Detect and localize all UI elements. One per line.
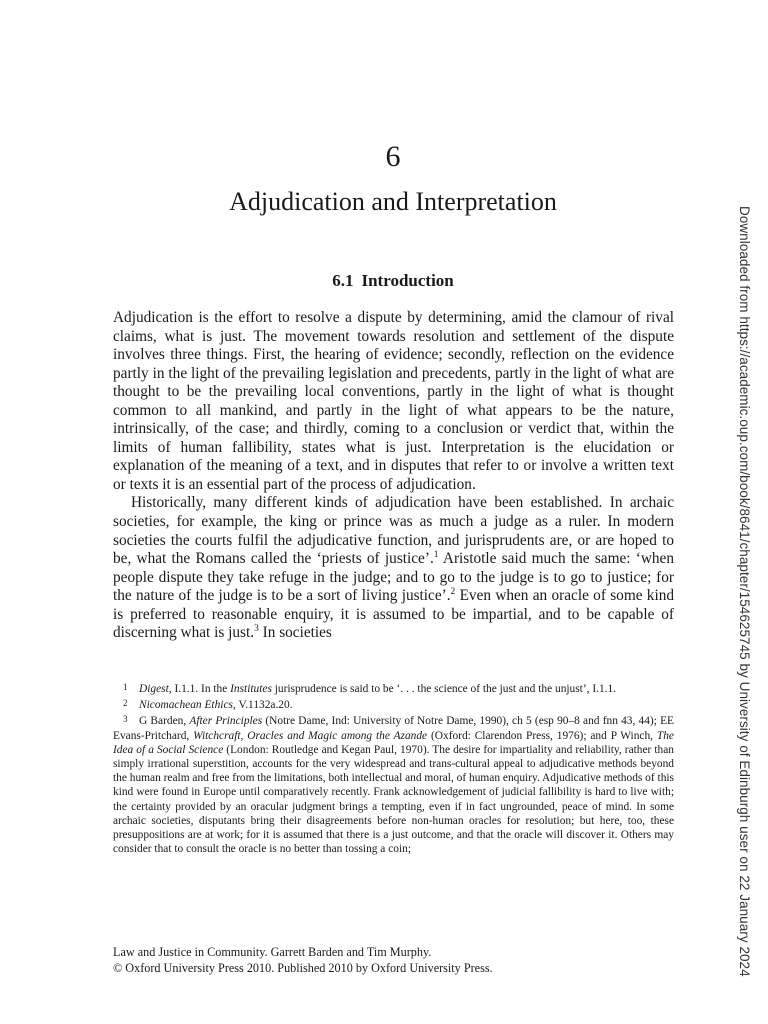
footnote-3 [113, 712, 674, 856]
download-watermark [736, 206, 752, 977]
footnote-3-text-c: (Oxford: Clarendon Press, 1976); and P Winch, [427, 729, 657, 742]
section-heading [0, 270, 768, 292]
footnote-3-italic-social-science: The Idea of a Social Science [113, 729, 674, 756]
copyright-line-1: Law and Justice in Community. Garrett Barden and Tim Murphy. [113, 945, 432, 959]
footnotes [113, 680, 674, 856]
footnote-2-text: , V.1132a.20. [232, 699, 293, 712]
chapter-title: Adjudication and Interpretation [229, 187, 557, 216]
footnote-1 [113, 680, 674, 696]
footnote-1-text-a: , I.1.1. In the [168, 683, 231, 695]
footnote-3-text-a: G Barden, [139, 715, 190, 728]
watermark-text: Downloaded from https://academic.oup.com/book/8641/chapter/154625745 by University of Edinburgh user on 22 January 2024 [737, 206, 752, 977]
chapter-number: 6 [385, 140, 401, 173]
footnote-ref-1[interactable]: 1 [433, 550, 439, 561]
footnote-ref-3[interactable]: 3 [254, 624, 259, 635]
body-text [113, 309, 674, 643]
footnote-1-number: 1 [123, 682, 128, 692]
footnote-3-number: 3 [123, 714, 128, 725]
footnote-2-number: 2 [123, 698, 128, 709]
paragraph-2 [113, 494, 674, 642]
section-title: Introduction [361, 271, 454, 290]
copyright-line-2: © Oxford University Press 2010. Published 2010 by Oxford University Press. [113, 960, 493, 975]
footnote-3-text-b: (Notre Dame, Ind: University of Notre Dame, 1990), ch 5 (esp 90–8 and fnn 43, 44); EE Evans-Pritchard, [113, 715, 674, 742]
footnote-3-italic-after-principles: After Principles [189, 715, 263, 728]
footnote-ref-2[interactable]: 2 [450, 587, 456, 598]
footnote-2-italic-ethics: Nicomachean Ethics [139, 699, 233, 712]
paragraph-2-part-d: In societies [258, 624, 332, 642]
footnote-3-text-d: (London: Routledge and Kegan Paul, 1970). The desire for impartiality and reliability, rather than simply irrational superstition, accounts for the very widespread and trans-cultural appeal to adjudicative methods beyond the human realm and free from the limitations, both intellectual and moral, of human enquiry. Adjudicative methods of this kind were found in Europe until comparatively recently. Frank acknowledgement of judicial fallibility is hard to live with; the certainty provided by an oracular judgment brings a tempting, even if in fact ungrounded, peace of mind. In some archaic societies, disputants bring their disagreements before non-human oracles for resolution; but here, too, these presuppositions are at work; for it is assumed that there is a just outcome, and that the oracle will discover it. Others may consider that to consult the oracle is no better than tossing a coin; [113, 743, 674, 856]
footnote-2 [113, 696, 674, 712]
copyright-block [113, 945, 674, 976]
paragraph-2-part-b: Aristotle said much the same: ‘when people dispute they take refuge in the judge; and to go to the judge is to go to justice; for the nature of the judge is to be a sort of living justice’. [113, 550, 674, 605]
footnote-1-text-b: jurisprudence is said to be ‘. . . the science of the just and the unjust’, I.1.1. [271, 683, 617, 695]
footnote-3-italic-witchcraft: Witchcraft, Oracles and Magic among the Azande [193, 729, 428, 742]
section-number: 6.1 [332, 271, 354, 290]
footnote-1-italic-digest: Digest [139, 683, 169, 695]
footnote-1-italic-institutes: Institutes [230, 683, 272, 695]
paragraph-2-part-a: Historically, many different kinds of adjudication have been established. In archaic societies, for example, the king or prince was as much a judge as a ruler. In modern societies the courts fulfil the adjudicative function, and jurisprudents are, or are hoped to be, what the Romans called the ‘priests of justice’. [113, 494, 674, 568]
paragraph-1: Adjudication is the effort to resolve a dispute by determining, amid the clamour of rival claims, what is just. The movement towards resolution and settlement of the dispute involves three things. First, the hearing of evidence; secondly, reflection on the evidence partly in the light of the prevailing legislation and precedents, partly in the light of what are thought to be the prevailing local conventions, partly in the light of what is thought common to all mankind, and partly in the light of what appears to be the nature, intrinsically, of the case; and thirdly, coming to a conclusion or verdict that, within the limits of human fallibility, states what is just. Interpretation is the elucidation or explanation of the meaning of a text, and in disputes that refer to or involve a written text or texts it is an essential part of the process of adjudication. [113, 309, 674, 493]
paragraph-2-part-c: Even when an oracle of some kind is preferred to reasonable enquiry, it is assumed to be impartial, and to be capable of discerning what is just. [113, 587, 675, 642]
